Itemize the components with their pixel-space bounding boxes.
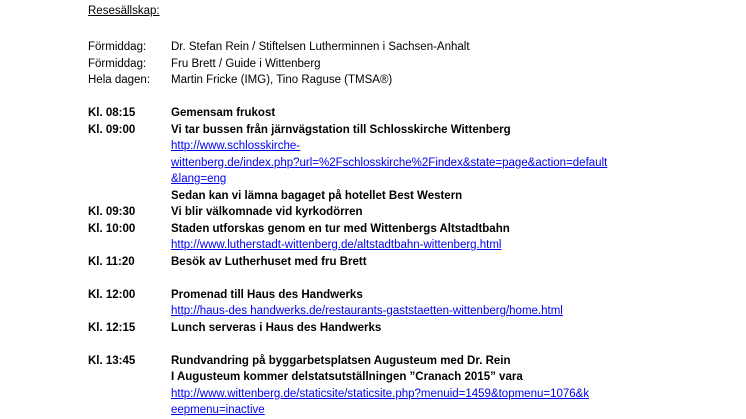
schedule-description [171,320,726,337]
schedule-link[interactable]: eepmenu=inactive [171,404,265,416]
schedule-item [88,221,728,254]
schedule-time: Kl. 09:30 [88,206,136,218]
party-members: Dr. Stefan Rein / Stiftelsen Lutherminnen i Sachsen-Anhalt [171,41,470,53]
schedule-text: Gemensam frukost [171,107,276,119]
schedule-description [171,221,726,254]
schedule-link[interactable]: http://haus-des handwerks.de/restaurants-gaststaetten-wittenberg/home.html [171,305,563,317]
schedule-link[interactable]: &lang=eng [171,173,227,185]
schedule-text: Staden utforskas genom en tur med Wittenbergs Altstadtbahn [171,222,510,235]
section-heading: Resesällskap: [88,5,160,17]
schedule-time: Kl. 13:45 [88,354,136,367]
schedule-description [171,105,726,122]
party-time-label: Förmiddag: [88,57,147,70]
schedule-text: Sedan kan vi lämna bagaget på hotellet Best Western [171,189,463,202]
schedule-item [88,122,728,205]
schedule-link[interactable]: wittenberg.de/index.php?url=%2Fschlosskirche%2Findex&state=page&action=default [171,156,608,169]
schedule-item [88,320,728,337]
schedule-time: Kl. 11:20 [88,255,135,268]
schedule-item [88,254,728,271]
schedule-link[interactable]: http://www.schlosskirche- [171,140,301,152]
schedule-text: Vi blir välkomnade vid kyrkodörren [171,206,363,218]
schedule-description [171,353,726,419]
schedule-description [171,204,726,221]
schedule-item [88,353,728,419]
schedule-time: Kl. 12:15 [88,321,136,334]
spacer [88,270,728,287]
schedule-text: Lunch serveras i Haus des Handwerks [171,321,382,334]
schedule-time: Kl. 12:00 [88,288,136,301]
schedule-item [88,105,728,122]
schedule-time: Kl. 09:00 [88,123,136,136]
schedule-item [88,287,728,320]
travel-party-list [88,39,470,89]
schedule-link[interactable]: http://www.wittenberg.de/staticsite/staticsite.php?menuid=1459&topmenu=1076&k [171,387,590,400]
schedule-text: Promenad till Haus des Handwerks [171,288,363,301]
party-row [88,72,470,89]
party-time-label: Hela dagen: [88,74,151,86]
schedule-time: Kl. 10:00 [88,222,136,235]
schedule-link[interactable]: http://www.lutherstadt-wittenberg.de/altstadtbahn-wittenberg.html [171,239,502,251]
spacer [88,336,728,353]
schedule-description [171,254,726,271]
party-time-label: Förmiddag: [88,41,147,53]
schedule-time: Kl. 08:15 [88,107,136,119]
schedule-text: Rundvandring på byggarbetsplatsen Augusteum med Dr. Rein [171,354,511,367]
schedule-text: Vi tar bussen från järnvägstation till Schlosskirche Wittenberg [171,123,511,136]
schedule-description [171,122,726,205]
party-row [88,56,470,73]
schedule-item [88,204,728,221]
party-row [88,39,470,56]
party-members: Martin Fricke (IMG), Tino Raguse (TMSA®) [171,74,393,86]
party-members: Fru Brett / Guide i Wittenberg [171,57,321,70]
schedule-text: I Augusteum kommer delstatsutställningen ”Cranach 2015” vara [171,371,523,383]
schedule-description [171,287,726,320]
schedule-text: Besök av Lutherhuset med fru Brett [171,255,367,268]
schedule-list [88,105,728,419]
